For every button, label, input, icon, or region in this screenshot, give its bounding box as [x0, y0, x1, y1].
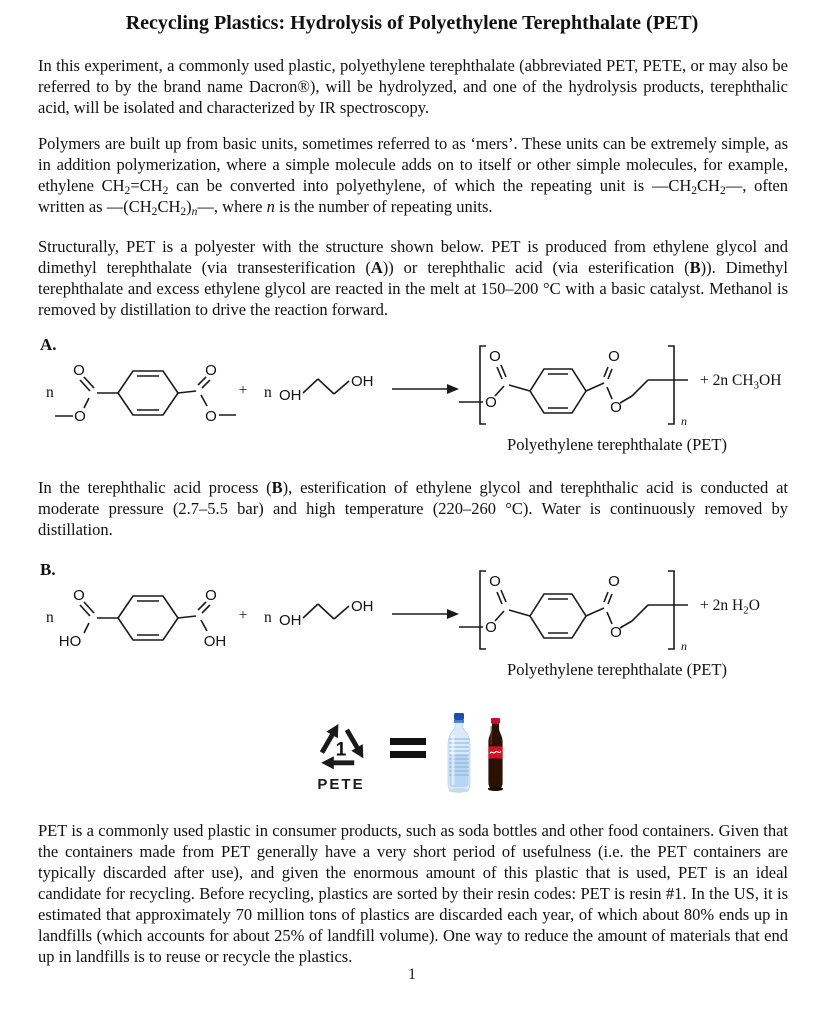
resin-code-figure	[308, 710, 374, 793]
plus-sign: +	[238, 607, 248, 624]
atom-label-o: O	[489, 348, 501, 365]
atom-label-o: O	[489, 573, 501, 590]
atom-label-o: O	[608, 573, 620, 590]
resin-code-number: 1	[335, 739, 347, 761]
atom-label-o: O	[73, 362, 85, 379]
scheme-b-caption: Polyethylene terephthalate (PET)	[507, 660, 727, 679]
atom-label-o: O	[74, 408, 86, 425]
paragraph-structure: Structurally, PET is a polyester with the structure shown below. PET is produced from ethylene glycol and dimethyl terephthalate (via transesterification (A)) or terephthalic acid (via esterification (B)). Dimethyl terephthalate and excess ethylene glycol are reacted in the melt at 150–200 °C with a basic catalyst. Methanol is removed by distillation to drive the reaction forward.	[38, 237, 788, 319]
page-number: 1	[408, 966, 416, 983]
atom-label-o: O	[205, 408, 217, 425]
coefficient-n: n	[46, 384, 54, 401]
atom-label-o: O	[610, 624, 622, 641]
water-bottle-icon	[444, 713, 474, 794]
resin-code-label: PETE	[317, 776, 365, 793]
reaction-scheme-b	[0, 558, 824, 683]
atom-label-o: O	[485, 619, 497, 636]
scheme-b-structure-drawing	[0, 558, 824, 683]
byproduct-water: + 2n $H_2O$	[700, 597, 760, 617]
scheme-a-label: A.	[40, 335, 57, 354]
atom-label-o: O	[608, 348, 620, 365]
equals-sign	[390, 738, 426, 758]
coefficient-n: n	[46, 609, 54, 626]
coefficient-n: n	[264, 609, 272, 626]
atom-label-oh: OH	[351, 373, 374, 390]
page-title: Recycling Plastics: Hydrolysis of Polyethylene Terephthalate (PET)	[125, 12, 699, 34]
paragraph-intro: In this experiment, a commonly used plastic, polyethylene terephthalate (abbreviated PET, PETE, or may also be referred to by the brand name Dacron®), will be hydrolyzed, and one of the hydrolysis products, terephthalic acid, will be isolated and characterized by IR spectroscopy.	[38, 56, 788, 117]
scheme-b-label: B.	[40, 560, 56, 579]
repeat-subscript-n: n	[681, 414, 687, 428]
scheme-a-caption: Polyethylene terephthalate (PET)	[507, 435, 727, 454]
atom-label-oh: OH	[351, 598, 374, 615]
atom-label-o: O	[485, 394, 497, 411]
atom-label-o: O	[205, 362, 217, 379]
paragraph-polymers: Polymers are built up from basic units, sometimes referred to as ‘mers’. These units can be extremely simple, as in addition polymerization, where a simple molecule adds on to itself or other simple molecules, for example, ethylene $CH_2=CH_2$ can be converted into polyethylene, of which the repeating unit is $—CH_2CH_2—$, often written as $—(CH_2CH_2)_n—$, where n is the number of repeating units.	[38, 134, 789, 218]
atom-label-o: O	[610, 399, 622, 416]
atom-label-o: O	[205, 587, 217, 604]
arrow-head-icon	[447, 609, 459, 619]
cola-bottle-icon	[482, 718, 509, 793]
atom-label-o: O	[73, 587, 85, 604]
paragraph-process-b: In the terephthalic acid process (B), esterification of ethylene glycol and terephthalic acid is conducted at moderate pressure (2.7–5.5 bar) and high temperature (220–260 °C). Water is continuously removed by distillation.	[38, 478, 788, 539]
scheme-a-structure-drawing	[0, 333, 824, 458]
byproduct-methanol: + 2n $CH_3OH$	[700, 372, 782, 392]
repeat-subscript-n: n	[681, 639, 687, 653]
coefficient-n: n	[264, 384, 272, 401]
atom-label-oh: OH	[279, 387, 302, 404]
plus-sign: +	[238, 382, 248, 399]
atom-label-oh: OH	[203, 633, 227, 650]
atom-label-oh: OH	[279, 612, 302, 629]
atom-label-ho: HO	[58, 633, 82, 650]
recycling-symbol-icon	[311, 710, 371, 770]
arrow-head-icon	[447, 384, 459, 394]
reaction-scheme-a	[0, 333, 824, 458]
paragraph-recycling: PET is a commonly used plastic in consumer products, such as soda bottles and other food containers. Given that the containers made from PET generally have a very short period of usefulness (i.e. the PET containers are typically discarded after use), and given the enormous amount of this plastic that is used, PET is an ideal candidate for recycling. Before recycling, plastics are sorted by their resin codes: PET is resin #1. In the US, it is estimated that approximately 70 million tons of plastics are discarded each year, of which about 80% ends up in landfills (which accounts for about 25% of landfill volume). One way to reduce the amount of materials that end up in landfills is to reuse or recycle the plastics.	[38, 821, 788, 966]
